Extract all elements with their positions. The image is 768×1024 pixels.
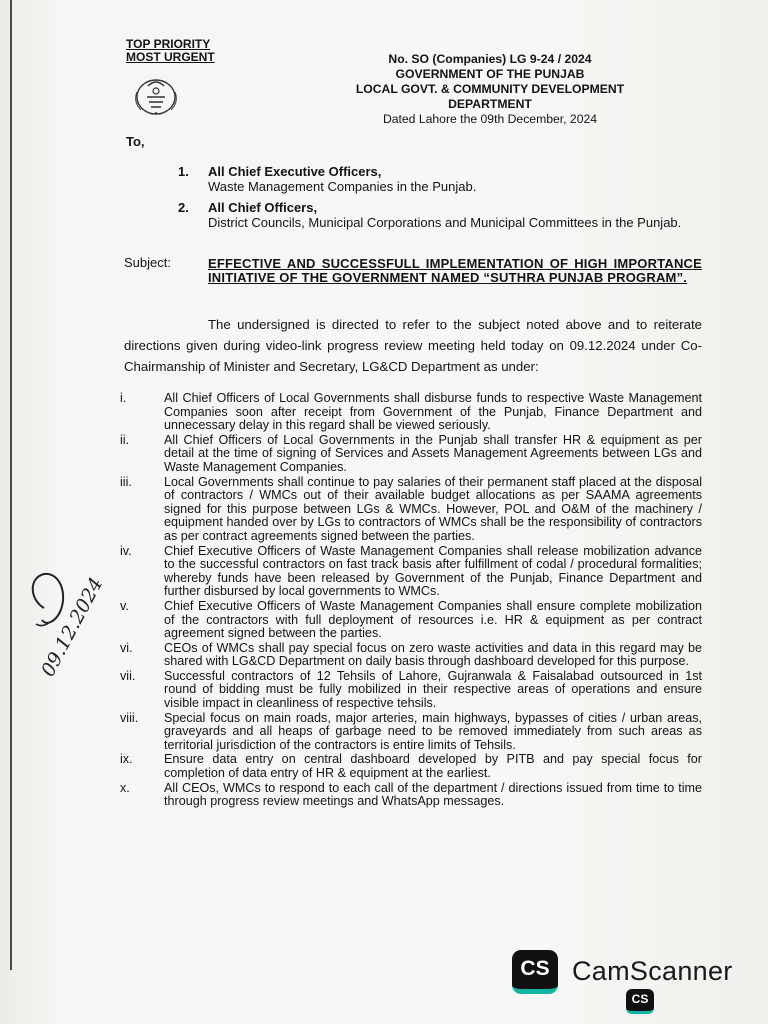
list-item	[120, 782, 702, 809]
addressee-number: 1.	[178, 164, 189, 179]
letter-date: Dated Lahore the 09th December, 2024	[382, 112, 598, 126]
handwritten-date: 09.12.2024	[36, 573, 108, 681]
camscanner-small-logo-icon: CS	[626, 989, 654, 1014]
list-item	[120, 392, 702, 433]
camscanner-name: CamScanner	[572, 956, 733, 986]
item-number: ii.	[120, 432, 130, 447]
item-text: CEOs of WMCs shall pay special focus on zero waste activities and data in this regard may be shared with LG&CD Department on daily basis through dashboard developed for this purpose.	[164, 640, 702, 669]
item-text: All Chief Officers of Local Governments shall disburse funds to respective Waste Management Companies soon after receipt from Government of the Punjab, Finance Department and unnecessary delay in this regard shall be viewed seriously.	[164, 391, 702, 433]
list-item	[120, 712, 702, 753]
priority-urgent: MOST URGENT	[126, 50, 215, 64]
addressee-body: Waste Management Companies in the Punjab.	[208, 179, 477, 194]
directions-list	[120, 392, 702, 810]
item-text: Chief Executive Officers of Waste Management Companies shall release mobilization advance to the successful contractors on fast track basis after fulfillment of codal / procedural formalities; whereby funds have been released by Government of the Punjab, Finance Department and further disbursed by local governments to WMCs.	[164, 543, 702, 599]
list-item	[120, 476, 702, 544]
item-number: vii.	[120, 668, 136, 683]
letterhead	[330, 52, 650, 127]
intro-text: The undersigned is directed to refer to the subject noted above and to reiterate directions given during video-link progress review meeting held today on 09.12.2024 under Co-Chairmanship of Minister and Secretary, LG&CD Department as under:	[124, 317, 702, 374]
to-label: To,	[126, 134, 145, 149]
letter-number: No. SO (Companies) LG 9-24 / 2024	[388, 52, 592, 66]
item-number: x.	[120, 780, 130, 795]
camscanner-logo-icon: CS	[512, 950, 558, 994]
priority-top: TOP PRIORITY	[126, 37, 211, 51]
handwritten-initials-and-date	[22, 560, 132, 700]
department-name-line2: DEPARTMENT	[448, 97, 532, 111]
government-name: GOVERNMENT OF THE PUNJAB	[395, 67, 585, 81]
addressee-title: All Chief Officers,	[208, 200, 318, 215]
list-item	[120, 670, 702, 711]
government-seal-icon	[128, 72, 184, 118]
department-name-line1: LOCAL GOVT. & COMMUNITY DEVELOPMENT	[355, 82, 625, 96]
item-number: ix.	[120, 752, 133, 767]
list-item	[120, 753, 702, 780]
item-text: Successful contractors of 12 Tehsils of Lahore, Gujranwala & Faisalabad outsourced in 1st round of bidding must be fully mobilized in their respective areas of operations and ensure visible impact in cleanliness of respective tehsils.	[164, 668, 702, 711]
scan-border-line	[10, 0, 12, 970]
item-number: v.	[120, 598, 129, 613]
item-text: Local Governments shall continue to pay salaries of their permanent staff placed at the disposal of contractors / WMCs out of their available budget allocations as per SAAMA agreements signed for this purpose between LGs & WMCs. However, POL and O&M of the machinery / equipment handed over by LGs to contractors of WMCs shall be the responsibility of contractors as per contract agreements signed between the parties.	[164, 474, 702, 543]
item-text: All CEOs, WMCs to respond to each call of the department / directions issued from time to time through progress review meetings and WhatsApp messages.	[164, 780, 702, 809]
item-number: vi.	[120, 640, 133, 655]
list-item	[120, 642, 702, 669]
addressee-number: 2.	[178, 200, 189, 215]
item-number: iv.	[120, 543, 132, 558]
item-number: viii.	[120, 710, 139, 725]
camscanner-watermark	[512, 950, 752, 1020]
item-number: i.	[120, 391, 127, 405]
item-text: Ensure data entry on central dashboard developed by PITB and pay special focus for completion of data entry of HR & equipment at the earliest.	[164, 752, 702, 781]
list-item	[120, 600, 702, 641]
addressee-title: All Chief Executive Officers,	[208, 164, 382, 179]
intro-paragraph	[124, 314, 702, 377]
item-number: iii.	[120, 474, 132, 489]
subject-label: Subject:	[124, 255, 171, 270]
list-item	[120, 545, 702, 599]
item-text: All Chief Officers of Local Governments in the Punjab shall transfer HR & equipment as per detail at the time of signing of Services and Assets Management Agreements between LGs and Waste Management Companies.	[164, 432, 702, 474]
addressee-2	[178, 200, 698, 230]
subject-text: EFFECTIVE AND SUCCESSFULL IMPLEMENTATION OF HIGH IMPORTANCE INITIATIVE OF THE GOVERNMENT NAMED “SUTHRA PUNJAB PROGRAM”.	[208, 256, 702, 285]
addressee-1	[178, 164, 698, 194]
priority-marking	[126, 38, 215, 64]
list-item	[120, 434, 702, 475]
item-text: Chief Executive Officers of Waste Management Companies shall ensure complete mobilization of the contractors with full deployment of resources i.e. HR & equipment as per contract agreement signed between the parties.	[164, 598, 702, 641]
item-text: Special focus on main roads, major arteries, main highways, bypasses of cities / urban areas, graveyards and all heaps of garbage need to be removed immediately from such areas as territorial jurisdiction of the contractors is entire limits of Tehsils.	[164, 710, 702, 752]
addressee-body: District Councils, Municipal Corporations and Municipal Committees in the Punjab.	[208, 215, 682, 230]
